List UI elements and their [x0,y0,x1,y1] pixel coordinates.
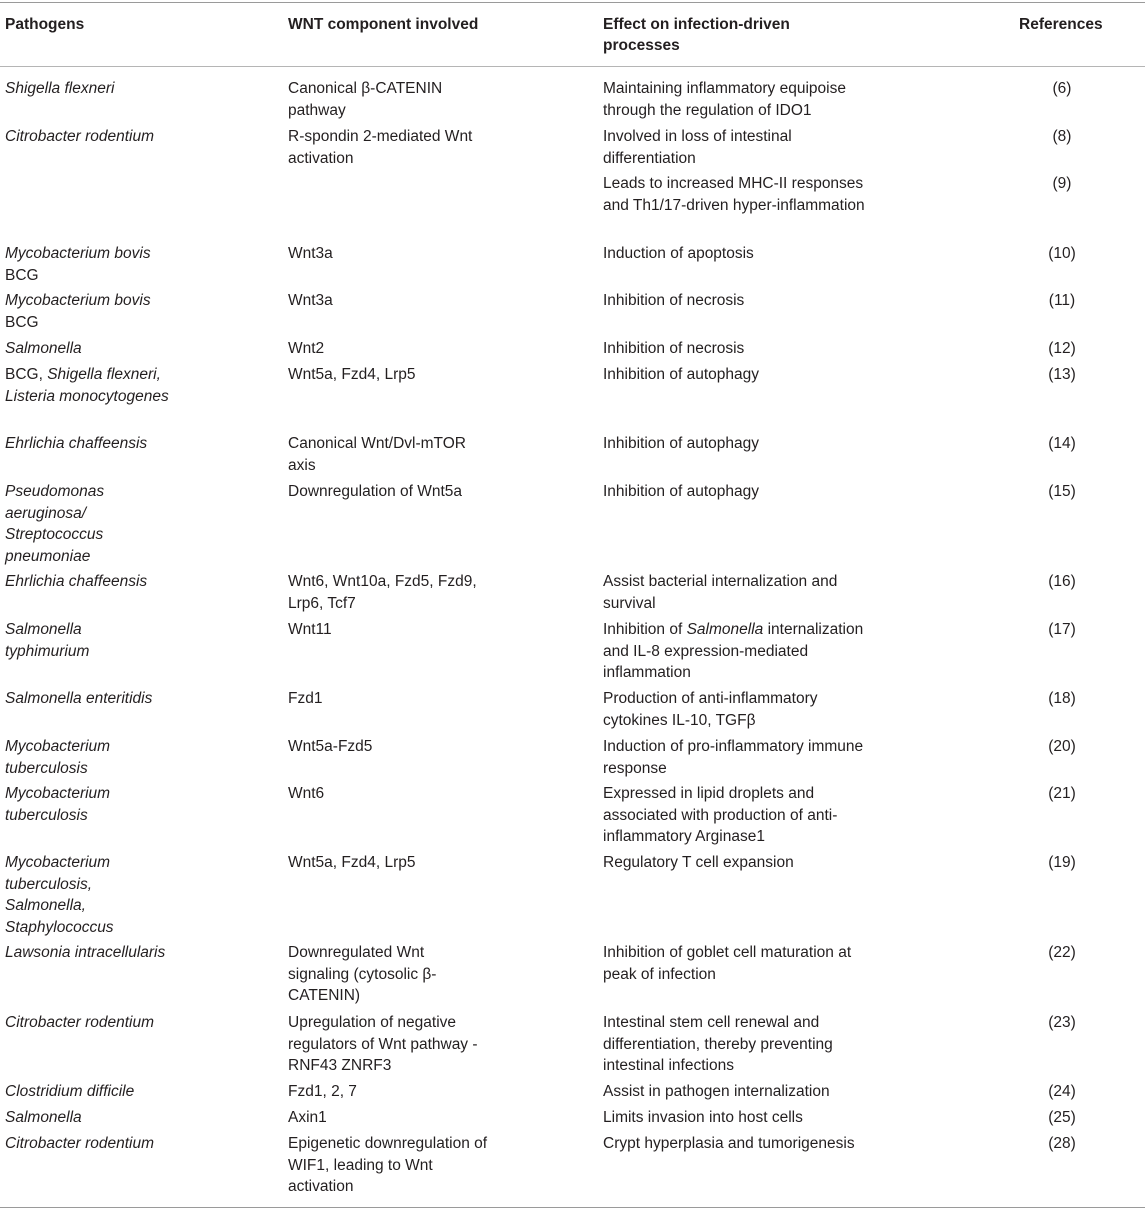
wnt-cell: Downregulated Wnt signaling (cytosolic β-CATENIN) [288,944,437,1004]
effect-text: internalization and IL-8 expression-mediated inflammation [603,621,864,681]
wnt-cell: Fzd1, 2, 7 [288,1083,357,1100]
wnt-cell: Canonical Wnt/Dvl-mTOR axis [288,435,467,474]
header-pathogens: Pathogens [5,16,85,33]
pathogen-extra: BCG [5,313,39,331]
pathogen-cell: Pseudomonas aeruginosa/ Streptococcus pneumoniae [5,483,105,565]
effect-text: Inhibition of [603,621,687,638]
table-bottom-rule [0,1207,1145,1208]
reference-cell: (10) [1048,245,1076,262]
effect-cell: Maintaining inflammatory equipoise through the regulation of IDO1 [603,80,846,119]
effect-cell: Expressed in lipid droplets and associated with production of anti-inflammatory Arginase1 [603,785,838,845]
effect-cell: Inhibition of necrosis [603,292,745,309]
pathogen-prefix: BCG, [5,366,48,383]
pathogen-cell: Salmonella [5,340,82,357]
reference-cell: (23) [1048,1014,1076,1031]
effect-cell: Inhibition of autophagy [603,366,759,383]
reference-cell: (19) [1048,854,1076,871]
effect-cell: Leads to increased MHC-II responses and Th1/17-driven hyper-inflammation [603,175,865,214]
reference-cell: (24) [1048,1083,1076,1100]
effect-cell [603,619,865,684]
pathogen-extra: BCG [5,266,39,284]
wnt-cell: Wnt5a, Fzd4, Lrp5 [288,854,416,871]
pathogen-cell [5,243,175,286]
reference-cell: (18) [1048,690,1076,707]
reference-cell: (8) [1052,128,1072,145]
table-top-rule [0,2,1145,3]
header-rule [0,66,1145,67]
header-references: References [1019,16,1103,33]
effect-cell: Inhibition of necrosis [603,340,745,357]
wnt-cell: Axin1 [288,1109,327,1126]
wnt-cell: Wnt6, Wnt10a, Fzd5, Fzd9, Lrp6, Tcf7 [288,573,477,612]
header-wnt-component: WNT component involved [288,16,479,33]
wnt-cell: Wnt3a [288,292,333,309]
reference-cell: (11) [1048,292,1076,309]
pathogen-cell: Citrobacter rodentium [5,128,155,145]
effect-cell: Regulatory T cell expansion [603,854,794,871]
pathogen-cell: Ehrlichia chaffeensis [5,435,148,452]
wnt-cell: Downregulation of Wnt5a [288,483,463,500]
pathogen-cell [5,364,175,407]
reference-cell: (21) [1048,785,1076,802]
wnt-cell: Fzd1 [288,690,323,707]
reference-cell: (15) [1048,483,1076,500]
header-effect: Effect on infection-driven processes [603,16,790,54]
effect-cell: Limits invasion into host cells [603,1109,803,1126]
reference-cell: (14) [1048,435,1076,452]
pathogen-cell: Salmonella enteritidis [5,690,153,707]
pathogen-cell: Clostridium difficile [5,1083,135,1100]
wnt-cell: R-spondin 2-mediated Wnt activation [288,128,473,167]
wnt-cell: Wnt6 [288,785,325,802]
pathogen-cell: Ehrlichia chaffeensis [5,573,148,590]
wnt-cell: Wnt3a [288,245,333,262]
wnt-cell: Wnt5a-Fzd5 [288,738,373,755]
wnt-cell: Upregulation of negative regulators of Wnt pathway - RNF43 ZNRF3 [288,1014,478,1074]
effect-cell: Inhibition of autophagy [603,483,759,500]
pathogen-cell: Salmonella [5,1109,82,1126]
reference-cell: (20) [1048,738,1076,755]
reference-cell: (13) [1048,366,1076,383]
effect-cell: Assist bacterial internalization and survival [603,573,838,612]
pathogen-cell: Salmonella typhimurium [5,621,90,660]
effect-cell: Induction of pro-inflammatory immune response [603,738,864,777]
pathogen-cell: Mycobacterium tuberculosis [5,785,111,824]
reference-cell: (12) [1048,340,1076,357]
effect-cell: Production of anti-inflammatory cytokines IL-10, TGFβ [603,690,818,729]
pathogen-cell [5,290,175,333]
pathogen-cell: Citrobacter rodentium [5,1014,155,1031]
wnt-cell: Wnt2 [288,340,325,357]
effect-cell: Involved in loss of intestinal differentiation [603,128,792,167]
reference-cell: (6) [1052,80,1072,97]
wnt-cell: Epigenetic downregulation of WIF1, leading to Wnt activation [288,1135,488,1195]
effect-cell: Crypt hyperplasia and tumorigenesis [603,1135,855,1152]
pathogen-cell: Shigella flexneri [5,80,115,97]
pathogen-cell: Citrobacter rodentium [5,1135,155,1152]
effect-cell: Inhibition of goblet cell maturation at peak of infection [603,944,852,983]
reference-cell: (16) [1048,573,1076,590]
pathogen-cell: Lawsonia intracellularis [5,944,166,961]
reference-cell: (28) [1048,1135,1076,1152]
effect-cell: Assist in pathogen internalization [603,1083,830,1100]
pathogen-name: Mycobacterium bovis [5,292,151,309]
reference-cell: (17) [1048,621,1076,638]
pathogen-cell: Mycobacterium tuberculosis, Salmonella, Staphylococcus [5,854,114,936]
effect-cell: Induction of apoptosis [603,245,754,262]
effect-italic-organism: Salmonella [686,621,764,638]
wnt-cell: Wnt5a, Fzd4, Lrp5 [288,366,416,383]
effect-cell: Inhibition of autophagy [603,435,759,452]
reference-cell: (9) [1052,175,1072,192]
pathogen-name: Shigella flexneri, Listeria monocytogenes [5,366,169,405]
reference-cell: (25) [1048,1109,1076,1126]
pathogen-cell: Mycobacterium tuberculosis [5,738,111,777]
pathogen-name: Mycobacterium bovis [5,245,151,262]
effect-cell: Intestinal stem cell renewal and differentiation, thereby preventing intestinal infections [603,1014,833,1074]
wnt-cell: Wnt11 [288,621,332,638]
reference-cell: (22) [1048,944,1076,961]
wnt-cell: Canonical β-CATENIN pathway [288,80,443,119]
